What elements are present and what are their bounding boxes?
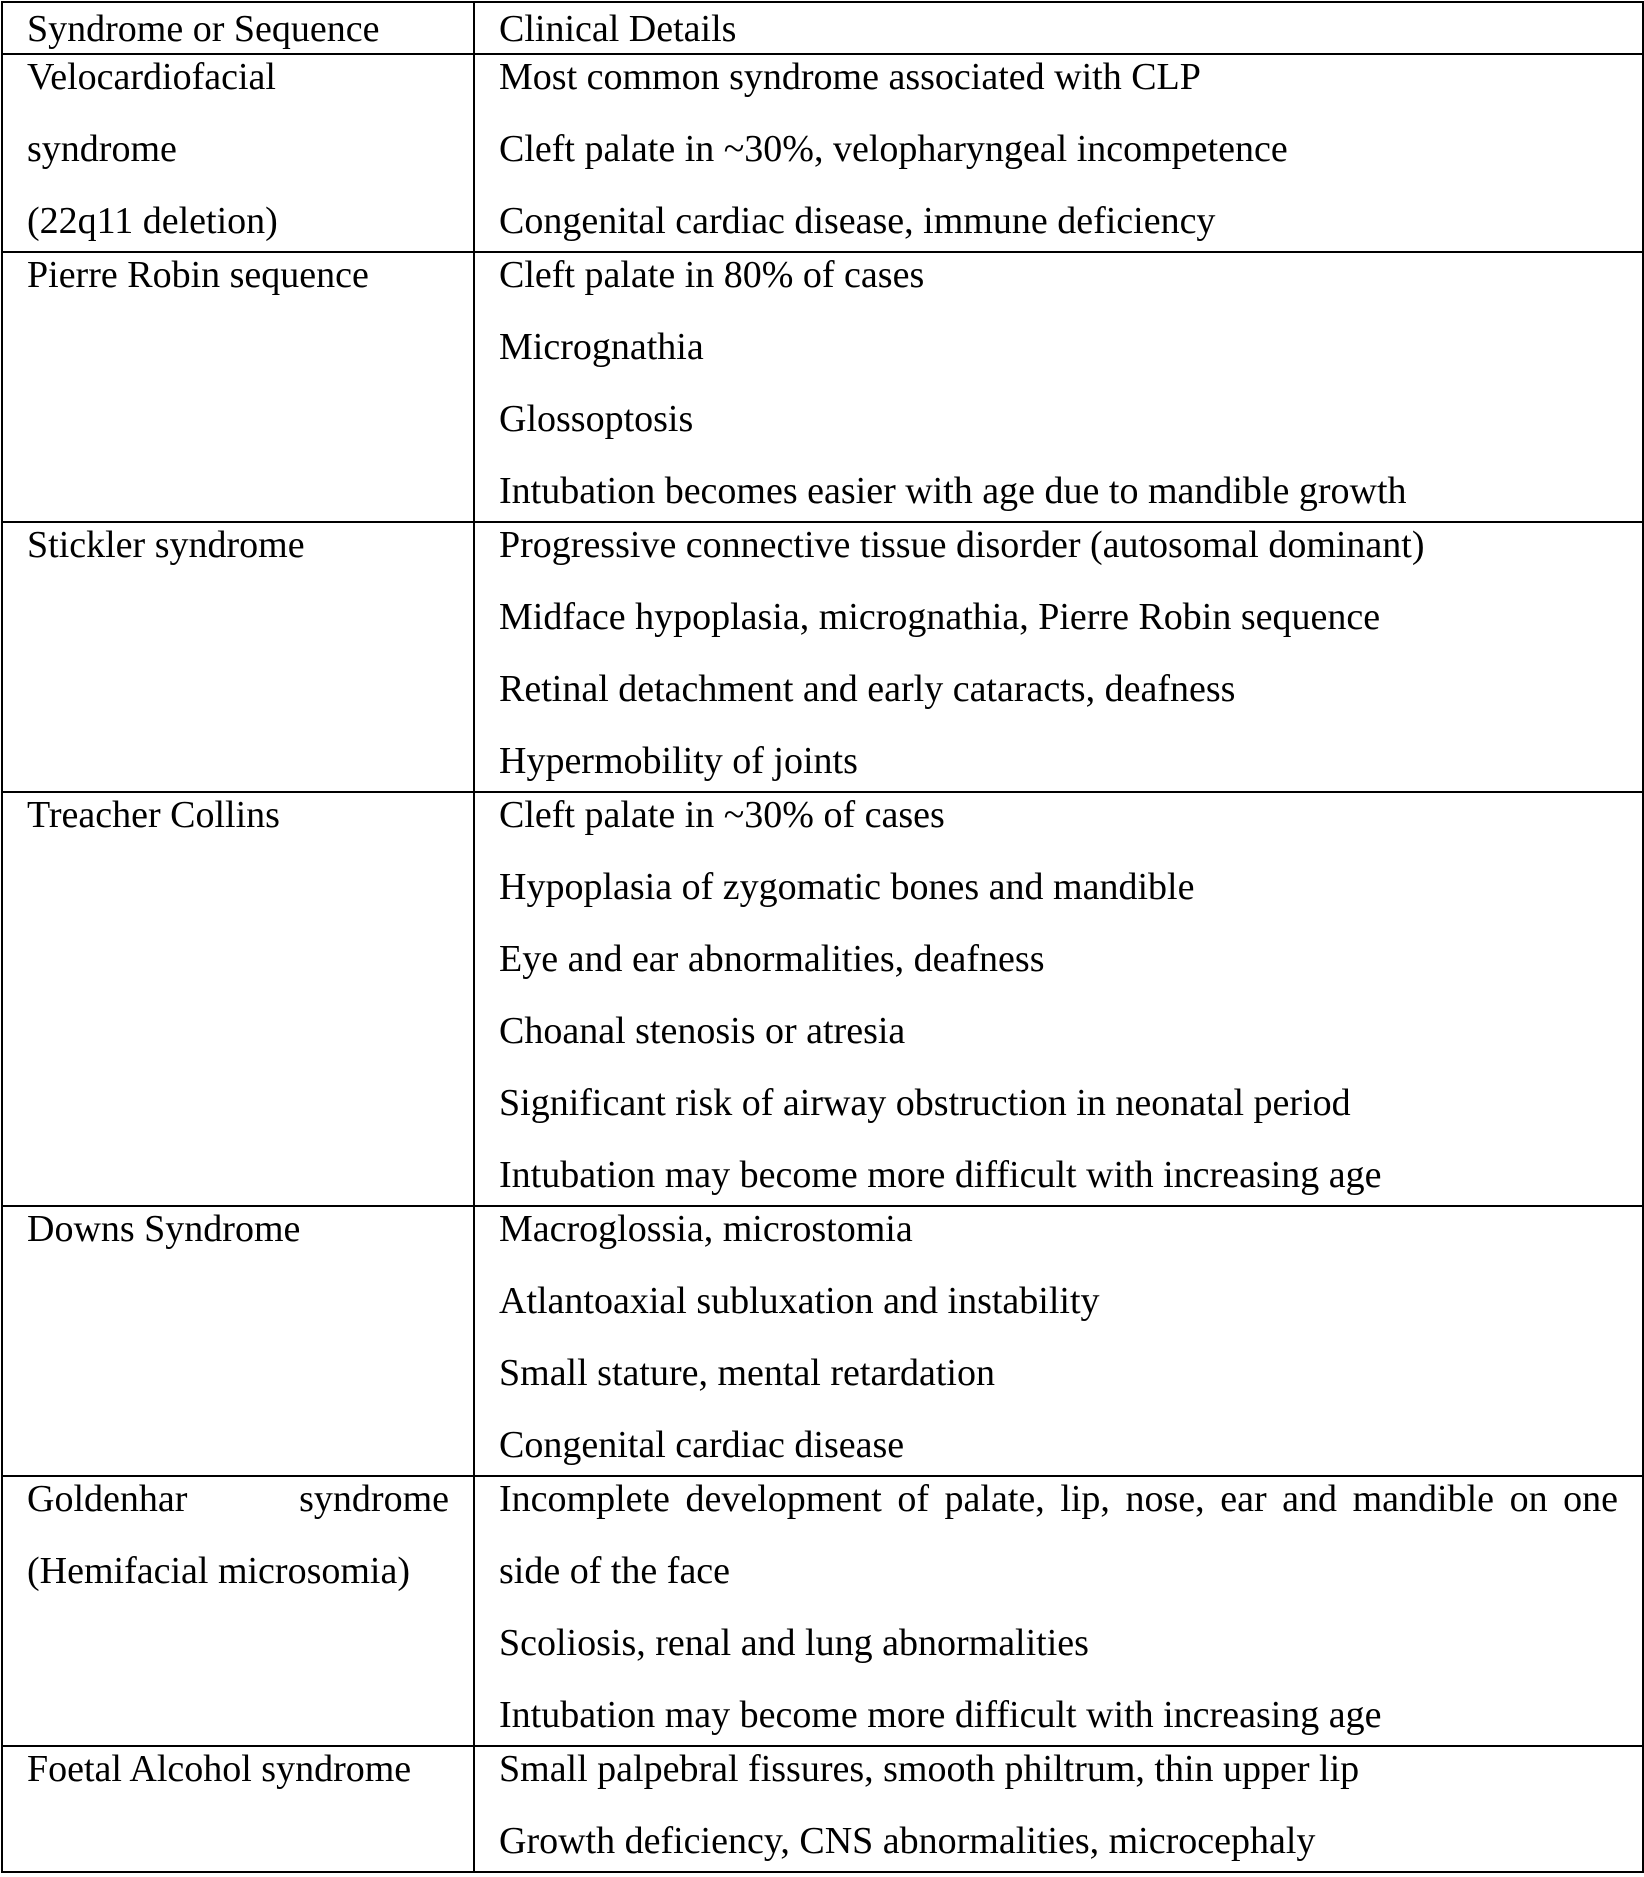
table-row xyxy=(2,792,1643,1206)
clinical-detail: Congenital cardiac disease xyxy=(499,1424,905,1466)
clinical-details-cell xyxy=(474,252,1643,522)
clinical-details-cell xyxy=(474,1206,1643,1476)
syndrome-name-cell xyxy=(2,252,474,522)
syndrome-name: Foetal Alcohol syndrome xyxy=(27,1748,412,1790)
syndrome-name: Stickler syndrome xyxy=(27,524,305,566)
clinical-detail: Atlantoaxial subluxation and instability xyxy=(499,1280,1100,1322)
clinical-detail: Congenital cardiac disease, immune deficiency xyxy=(499,200,1216,242)
clinical-detail: Significant risk of airway obstruction in neonatal period xyxy=(499,1082,1351,1124)
syndrome-name-cell xyxy=(2,1206,474,1476)
syndrome-name-cell xyxy=(2,1746,474,1872)
clinical-detail: Intubation may become more difficult with increasing age xyxy=(499,1694,1382,1736)
syndrome-name: Goldenhar syndrome xyxy=(27,1478,449,1520)
table-row xyxy=(2,252,1643,522)
header-clinical-details: Clinical Details xyxy=(474,2,1643,54)
clinical-detail: Eye and ear abnormalities, deafness xyxy=(499,938,1045,980)
clinical-detail: Intubation becomes easier with age due to mandible growth xyxy=(499,470,1407,512)
clinical-detail: Hypermobility of joints xyxy=(499,740,858,782)
syndrome-name-cell xyxy=(2,1476,474,1746)
table-row xyxy=(2,1746,1643,1872)
table-row xyxy=(2,1476,1643,1746)
clinical-detail: Scoliosis, renal and lung abnormalities xyxy=(499,1622,1089,1664)
clinical-detail: Progressive connective tissue disorder (autosomal dominant) xyxy=(499,524,1425,566)
header-syndrome: Syndrome or Sequence xyxy=(2,2,474,54)
clinical-detail: Micrognathia xyxy=(499,326,704,368)
clinical-details-cell xyxy=(474,1476,1643,1746)
syndrome-name-cell xyxy=(2,54,474,252)
table-row xyxy=(2,1206,1643,1476)
syndrome-name: Treacher Collins xyxy=(27,794,280,836)
clinical-detail: Intubation may become more difficult with increasing age xyxy=(499,1154,1382,1196)
clinical-detail: Macroglossia, microstomia xyxy=(499,1208,913,1250)
clinical-detail: Cleft palate in 80% of cases xyxy=(499,254,925,296)
syndrome-name: Velocardiofacial xyxy=(27,56,276,98)
clinical-details-cell xyxy=(474,1746,1643,1872)
clinical-detail: Hypoplasia of zygomatic bones and mandible xyxy=(499,866,1195,908)
clinical-detail: Small stature, mental retardation xyxy=(499,1352,995,1394)
clinical-details-cell xyxy=(474,522,1643,792)
syndrome-name: (22q11 deletion) xyxy=(27,200,278,242)
syndrome-name-cell xyxy=(2,522,474,792)
syndrome-name: Pierre Robin sequence xyxy=(27,254,369,296)
clinical-detail: Incomplete development of palate, lip, nose, ear and mandible on one side of the face xyxy=(499,1478,1618,1592)
syndrome-table xyxy=(1,1,1644,1873)
clinical-details-cell xyxy=(474,54,1643,252)
clinical-detail: Choanal stenosis or atresia xyxy=(499,1010,906,1052)
clinical-details-cell xyxy=(474,792,1643,1206)
clinical-detail: Most common syndrome associated with CLP xyxy=(499,56,1201,98)
syndrome-name-cell xyxy=(2,792,474,1206)
clinical-detail: Retinal detachment and early cataracts, deafness xyxy=(499,668,1236,710)
syndrome-name: (Hemifacial microsomia) xyxy=(27,1550,411,1592)
clinical-detail: Growth deficiency, CNS abnormalities, microcephaly xyxy=(499,1820,1316,1862)
table-row xyxy=(2,54,1643,252)
clinical-detail: Small palpebral fissures, smooth philtrum, thin upper lip xyxy=(499,1748,1360,1790)
clinical-detail: Cleft palate in ~30%, velopharyngeal incompetence xyxy=(499,128,1288,170)
table-row xyxy=(2,522,1643,792)
clinical-detail: Cleft palate in ~30% of cases xyxy=(499,794,945,836)
syndrome-name: syndrome xyxy=(27,128,177,170)
syndrome-name: Downs Syndrome xyxy=(27,1208,301,1250)
clinical-detail: Midface hypoplasia, micrognathia, Pierre Robin sequence xyxy=(499,596,1381,638)
clinical-detail: Glossoptosis xyxy=(499,398,694,440)
